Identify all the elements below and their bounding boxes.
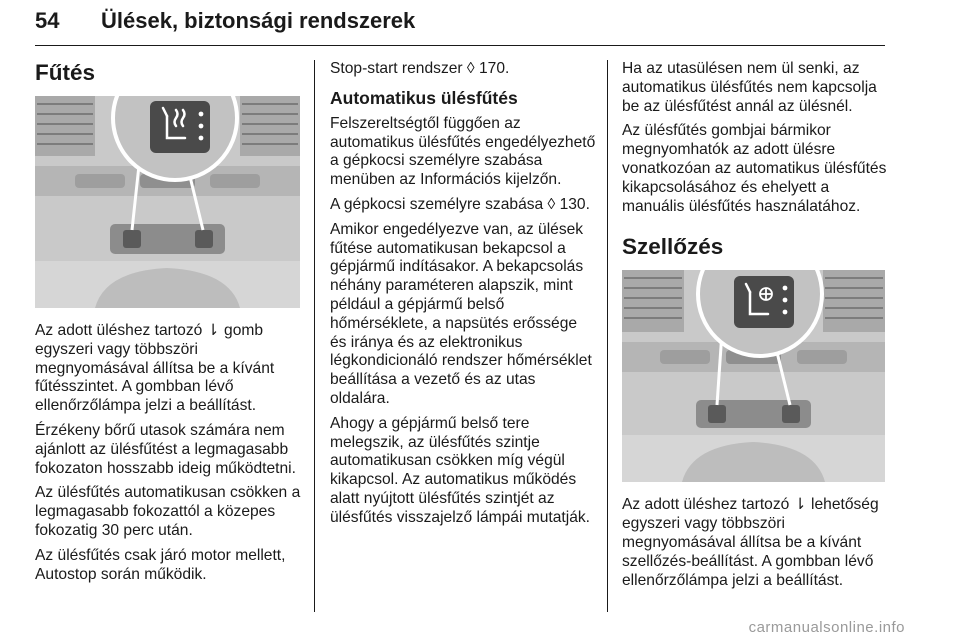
- paragraph: Ahogy a gépjármű belső tere melegszik, az ülésfűtés szintje automatikusan csökken míg végül kikapcsol. Az automatikus működés alatt nyújtott ülésfűtés szintjét az ülésfűtés visszajelző lámpái mutatják.: [330, 414, 591, 526]
- column-2: [330, 60, 596, 534]
- section-heading-heating: Fűtés: [35, 60, 96, 85]
- paragraph: Az ülésfűtés gombjai bármikor megnyomhatók az adott ülésre vonatkozóan az automatikus ülésfűtés kikapcsolásához és ehelyett a manuális ülésfűtés használatához.: [622, 122, 887, 215]
- subheading-automatic-seat-heating: Automatikus ülésfűtés: [330, 87, 518, 108]
- paragraph: Az ülésfűtés automatikusan csökken a legmagasabb fokozattól a közepes fokozatig 30 perc után.: [35, 484, 301, 539]
- paragraph: Érzékeny bőrű utasok számára nem ajánlott az ülésfűtést a legmagasabb fokozaton hosszabb ideig működtetni.: [35, 421, 296, 477]
- running-title: Ülések, biztonsági rendszerek: [101, 8, 416, 33]
- paragraph: Az ülésfűtés csak járó motor mellett, Autostop során működik.: [35, 546, 286, 583]
- paragraph: A gépkocsi személyre szabása ◊ 130.: [330, 195, 590, 213]
- page-header: [35, 8, 885, 48]
- paragraph: Felszereltségtől függően az automatikus ülésfűtés engedélyezhető a gépkocsi személyre szabása menüben az Információs kijelzőn.: [330, 114, 596, 189]
- ventilated-seat-console-image: [622, 270, 885, 482]
- watermark: carmanualsonline.info: [748, 619, 905, 636]
- paragraph: Az adott üléshez tartozó ⇂ lehetőség egyszeri vagy többszöri megnyomásával állítsa be a kívánt szellőzés-beállítást. A gombban lévő ellenőrzőlámpa jelzi a beállítást.: [622, 496, 879, 589]
- heated-seat-console-image: [35, 96, 300, 308]
- column-3: [622, 60, 890, 596]
- page-number: 54: [35, 8, 60, 33]
- cross-reference: Stop-start rendszer ◊ 170.: [330, 60, 510, 77]
- header-divider: [35, 45, 885, 46]
- paragraph: Az adott üléshez tartozó ⇂ gomb egyszeri vagy többszöri megnyomásával állítsa be a kívánt fűtésszintet. A gombban lévő ellenőrzőlámpa jelzi a beállítást.: [35, 322, 275, 415]
- column-1: [35, 60, 303, 590]
- paragraph: Amikor engedélyezve van, az ülések fűtése automatikusan bekapcsol a gépjármű indításakor. A bekapcsolás néhány paraméteren alapszik, mint például a gépjármű belső hőmérséklete, a napsütés erőssége és iránya és az elektronikus légkondicionáló rendszer hőmérséklet beállítása a vezető és az utas oldalára.: [330, 220, 592, 407]
- paragraph: Ha az utasülésen nem ül senki, az automatikus ülésfűtés nem kapcsolja be az ülésfűtést annál az ülésnél.: [622, 60, 877, 115]
- section-heading-ventilation: Szellőzés: [622, 234, 724, 260]
- column-divider: [607, 60, 608, 612]
- column-divider: [314, 60, 315, 612]
